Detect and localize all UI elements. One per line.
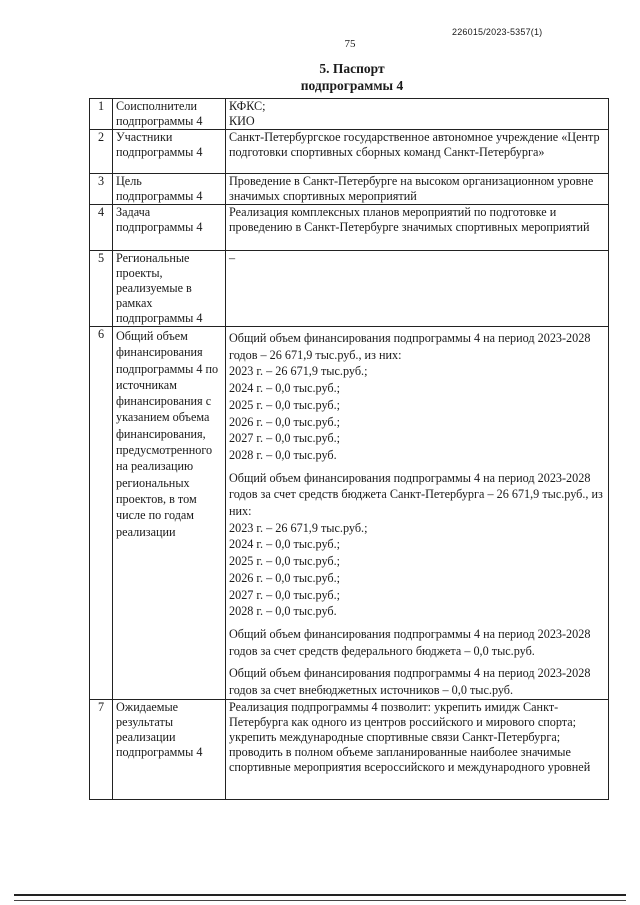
section-title <box>0 60 640 94</box>
financing-block <box>229 626 605 659</box>
financing-year: 2028 г. – 0,0 тыс.руб. <box>229 604 337 619</box>
financing-block <box>229 330 605 464</box>
row-value: Реализация подпрограммы 4 позволит: укрепить имидж Санкт-Петербурга как одного из центров российского и мирового спорта; укрепить международные спортивные связи Санкт-Петербурга; проводить в полном объеме запланированные наиболее значимые спортивные мероприятия всероссийского и международного уровней <box>226 699 609 799</box>
value-line: КИО <box>229 114 255 128</box>
table-row <box>90 205 609 251</box>
financing-year: 2027 г. – 0,0 тыс.руб.; <box>229 431 341 446</box>
financing-year: 2023 г. – 26 671,9 тыс.руб.; <box>229 364 368 379</box>
row-label: Задача подпрограммы 4 <box>113 205 226 251</box>
financing-year: 2028 г. – 0,0 тыс.руб. <box>229 447 337 462</box>
financing-year: 2027 г. – 0,0 тыс.руб.; <box>229 587 341 602</box>
document-id: 226015/2023-5357(1) <box>452 27 543 37</box>
row-label: Участники подпрограммы 4 <box>113 130 226 174</box>
financing-intro: Общий объем финансирования подпрограммы 4 на период 2023-2028 годов за счет внебюджетных источников – 0,0 тыс.руб. <box>229 666 591 698</box>
row-number: 5 <box>90 251 113 327</box>
financing-intro: Общий объем финансирования подпрограммы 4 на период 2023-2028 годов за счет средств федерального бюджета – 0,0 тыс.руб. <box>229 626 591 658</box>
row-label: Соисполнители подпрограммы 4 <box>113 99 226 130</box>
financing-intro: Общий объем финансирования подпрограммы 4 на период 2023-2028 годов за счет средств бюджета Санкт-Петербурга – 26 671,9 тыс.руб., из них: <box>229 470 603 519</box>
row-label: Цель подпрограммы 4 <box>113 174 226 205</box>
row-label: Региональные проекты, реализуемые в рамках подпрограммы 4 <box>113 251 226 327</box>
financing-block <box>229 665 605 698</box>
table-row <box>90 99 609 130</box>
scan-edge-line <box>14 900 626 901</box>
financing-year: 2026 г. – 0,0 тыс.руб.; <box>229 570 341 585</box>
financing-year: 2025 г. – 0,0 тыс.руб.; <box>229 397 341 412</box>
title-line-2: подпрограммы 4 <box>300 78 404 93</box>
table-row <box>90 699 609 799</box>
value-line: КФКС; <box>229 99 266 113</box>
table-row <box>90 251 609 327</box>
row-number: 3 <box>90 174 113 205</box>
row-number: 7 <box>90 699 113 799</box>
financing-year: 2026 г. – 0,0 тыс.руб.; <box>229 414 341 429</box>
financing-year: 2024 г. – 0,0 тыс.руб.; <box>229 537 341 552</box>
row-number: 2 <box>90 130 113 174</box>
financing-year: 2023 г. – 26 671,9 тыс.руб.; <box>229 520 368 535</box>
row-label: Ожидаемые результаты реализации подпрограммы 4 <box>113 699 226 799</box>
row-value: Проведение в Санкт-Петербурге на высоком организационном уровне значимых спортивных мероприятий <box>226 174 609 205</box>
title-line-1: 5. Паспорт <box>319 61 385 76</box>
financing-intro: Общий объем финансирования подпрограммы 4 на период 2023-2028 годов – 26 671,9 тыс.руб., из них: <box>229 331 591 362</box>
row-label: Общий объем финансирования подпрограммы 4 по источникам финансирования с указанием объема финансирования, предусмотренного на реализацию региональных проектов, в том числе по годам реализации <box>113 327 226 700</box>
row-number: 1 <box>90 99 113 130</box>
financing-cell <box>226 327 609 700</box>
row-number: 6 <box>90 327 113 700</box>
financing-block <box>229 470 605 620</box>
row-value: Санкт-Петербургское государственное автономное учреждение «Центр подготовки спортивных сборных команд Санкт-Петербурга» <box>226 130 609 174</box>
page-number: 75 <box>344 38 356 50</box>
row-value <box>226 99 609 130</box>
row-value: Реализация комплексных планов мероприятий по подготовке и проведению в Санкт-Петербурге значимых спортивных мероприятий <box>226 205 609 251</box>
passport-table <box>89 98 609 800</box>
table-row <box>90 327 609 700</box>
row-number: 4 <box>90 205 113 251</box>
table-row <box>90 174 609 205</box>
table-row <box>90 130 609 174</box>
row-value: – <box>226 251 609 327</box>
financing-year: 2024 г. – 0,0 тыс.руб.; <box>229 381 341 396</box>
financing-year: 2025 г. – 0,0 тыс.руб.; <box>229 554 341 569</box>
scan-edge-line <box>14 894 626 896</box>
